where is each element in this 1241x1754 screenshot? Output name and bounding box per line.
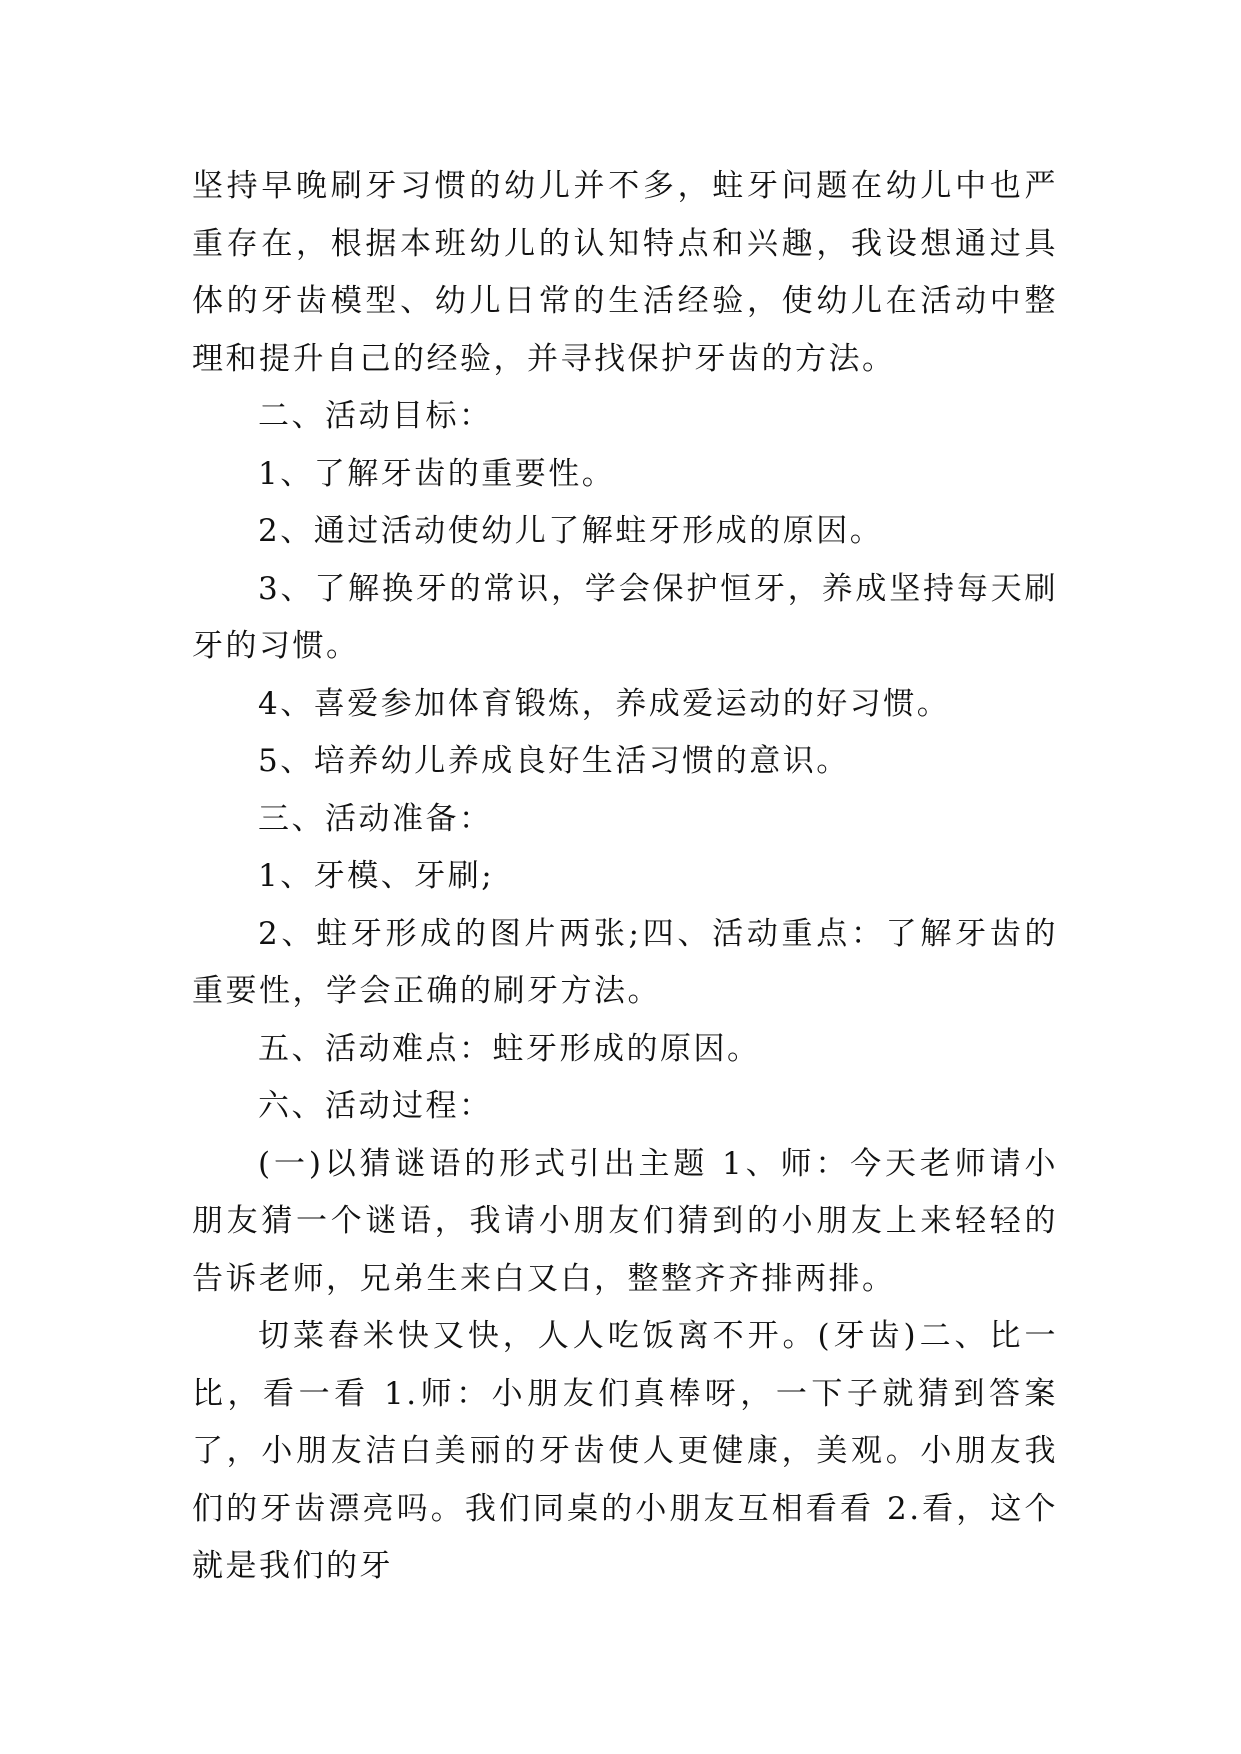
goal-item-3: 3、了解换牙的常识，学会保护恒牙，养成坚持每天刷牙的习惯。 [192, 570, 1058, 664]
heading-activity-process: 六、活动过程： [258, 1088, 493, 1124]
document-body [192, 158, 1058, 1596]
goal-item-4: 4、喜爱参加体育锻炼，养成爱运动的好习惯。 [258, 685, 951, 722]
goal-item-1: 1、了解牙齿的重要性。 [258, 455, 616, 492]
preparation-item-1: 1、牙模、牙刷; [258, 858, 495, 894]
paragraph-intro: 坚持早晚刷牙习惯的幼儿并不多，蛀牙问题在幼儿中也严重存在，根据本班幼儿的认知特点和兴趣，我设想通过具体的牙齿模型、幼儿日常的生活经验，使幼儿在活动中整理和提升自己的经验，并寻找保护牙齿的方法。 [192, 168, 1058, 377]
heading-activity-preparation: 三、活动准备： [258, 800, 493, 837]
goal-item-2: 2、通过活动使幼儿了解蛀牙形成的原因。 [258, 513, 884, 549]
goal-item-5: 5、培养幼儿养成良好生活习惯的意识。 [258, 743, 850, 779]
process-step-compare: 切菜舂米快又快，人人吃饭离不开。(牙齿)二、比一比，看一看 1.师：小朋友们真棒呀，一下子就猜到答案了，小朋友洁白美丽的牙齿使人更健康，美观。小朋友我们的牙齿漂亮吗。我们同桌的小朋友互相看看 2.看，这个就是我们的牙 [192, 1318, 1058, 1584]
preparation-item-2: 2、蛀牙形成的图片两张;四、活动重点：了解牙齿的重要性，学会正确的刷牙方法。 [192, 915, 1058, 1009]
process-step-riddle: (一)以猜谜语的形式引出主题 1、师：今天老师请小朋友猜一个谜语，我请小朋友们猜到的小朋友上来轻轻的告诉老师，兄弟生来白又白，整整齐齐排两排。 [192, 1145, 1058, 1297]
heading-activity-goals: 二、活动目标： [258, 398, 493, 434]
heading-activity-difficulty: 五、活动难点：蛀牙形成的原因。 [258, 1030, 761, 1067]
